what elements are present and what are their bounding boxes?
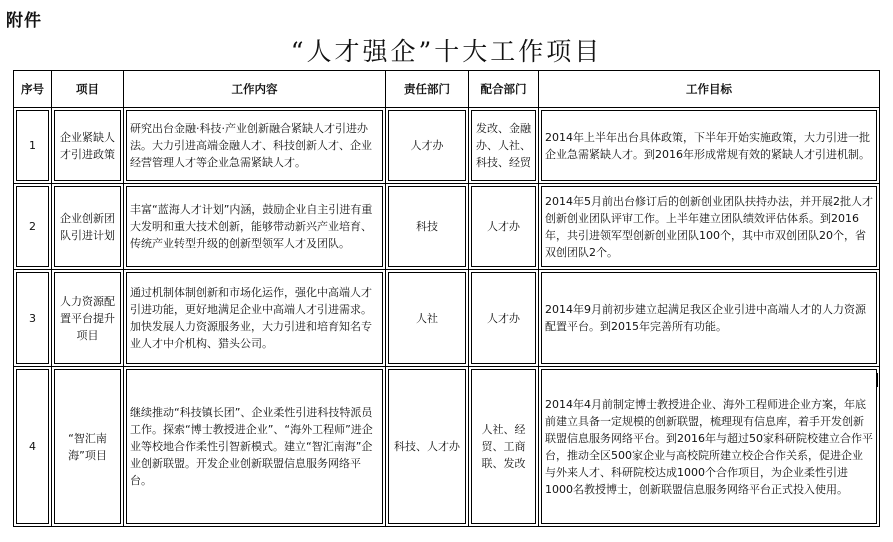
row-cooperating: 人才办 <box>487 311 520 325</box>
column-header-cooperating: 配合部门 <box>469 71 539 108</box>
column-header-no: 序号 <box>14 71 52 108</box>
row-cooperating-cell <box>469 184 539 270</box>
row-responsible: 科技 <box>416 220 438 233</box>
page-title: “人才强企”十大工作项目 <box>290 37 603 66</box>
column-header-project: 项目 <box>52 71 124 108</box>
row-project-cell <box>52 367 124 527</box>
row-cooperating: 人才办 <box>487 220 520 233</box>
row-goal: 2014年5月前出台修订后的创新创业团队扶持办法，并开展2批人才创新创业团队评审工作。上半年建立团队绩效评估体系。到2016年，共引进领军型创新创业团队100个，其中市双创团队20个，省双创团队2个。 <box>545 194 873 259</box>
table-row <box>14 270 880 367</box>
work-projects-table <box>13 70 880 527</box>
row-cooperating: 人社、经贸、工商联、发改 <box>481 423 526 470</box>
row-project: “智汇南海”项目 <box>68 431 107 462</box>
row-content-cell <box>124 108 386 184</box>
row-responsible: 科技、人才办 <box>394 440 460 453</box>
row-goal-cell <box>539 270 880 367</box>
table-row <box>14 108 880 184</box>
row-cooperating-cell <box>469 108 539 184</box>
row-goal: 2014年4月前制定博士教授进企业、海外工程师进企业方案，年底前建立具备一定规模的创新联盟，梳理现有信息库，着手开发创新联盟信息服务网络平台。到2016年与超过50家科研院校建立合作平台，推动全区500家企业与高校院所建立校企合作关系，促进企业与外来人才、科研院校达成1000个合作项目，为企业柔性引进1000名教授博士，创新联盟信息服务网络平台正式投入使用。 <box>545 397 873 496</box>
row-responsible-cell <box>386 270 469 367</box>
row-no: 4 <box>29 440 36 453</box>
row-project-cell <box>52 108 124 184</box>
row-goal-cell <box>539 184 880 270</box>
row-no: 3 <box>29 311 36 325</box>
column-header-goal: 工作目标 <box>539 71 880 108</box>
column-header-content: 工作内容 <box>124 71 386 108</box>
row-content-cell <box>124 367 386 527</box>
row-no-cell <box>14 184 52 270</box>
row-responsible: 人才办 <box>410 139 444 152</box>
row-responsible-cell <box>386 108 469 184</box>
row-content-cell <box>124 184 386 270</box>
row-project-cell <box>52 184 124 270</box>
column-header-responsible: 责任部门 <box>386 71 469 108</box>
row-goal-cell <box>539 108 880 184</box>
row-project: 企业创新团队引进计划 <box>60 211 115 242</box>
table-header-row <box>14 71 880 108</box>
table-row <box>14 367 880 527</box>
row-responsible-cell <box>386 184 469 270</box>
row-goal-cell <box>539 367 880 527</box>
row-no: 1 <box>29 139 36 152</box>
attachment-label: 附件 <box>6 11 42 31</box>
text-cursor-marker <box>876 373 878 387</box>
row-project-cell <box>52 270 124 367</box>
row-project: 人力资源配置平台提升项目 <box>60 294 115 342</box>
row-no-cell <box>14 270 52 367</box>
row-responsible-cell <box>386 367 469 527</box>
row-content: 通过机制体制创新和市场化运作，强化中高端人才引进功能，更好地满足企业中高端人才引进需求。加快发展人力资源服务业，大力引进和培育知名专业人才中介机构、猎头公司。 <box>130 286 372 350</box>
row-goal: 2014年上半年出台具体政策，下半年开始实施政策，大力引进一批企业急需紧缺人才。到2016年形成常规有效的紧缺人才引进机制。 <box>545 130 870 161</box>
row-project: 企业紧缺人才引进政策 <box>60 130 115 161</box>
row-content: 继续推动“科技镇长团”、企业柔性引进科技特派员工作。探索“博士教授进企业”、“海外工程师”进企业等校地合作柔性引智新模式。建立“智汇南海”企业创新联盟。开发企业创新联盟信息服务网络平台。 <box>130 406 373 487</box>
row-no: 2 <box>29 220 36 233</box>
row-no-cell <box>14 367 52 527</box>
row-content-cell <box>124 270 386 367</box>
row-cooperating: 发改、金融办、人社、科技、经贸 <box>476 122 531 169</box>
row-goal: 2014年9月前初步建立起满足我区企业引进中高端人才的人力资源配置平台。到2015年完善所有功能。 <box>545 303 866 333</box>
row-cooperating-cell <box>469 270 539 367</box>
row-no-cell <box>14 108 52 184</box>
row-cooperating-cell <box>469 367 539 527</box>
row-responsible: 人社 <box>416 311 438 325</box>
table-row <box>14 184 880 270</box>
row-content: 研究出台金融·科技·产业创新融合紧缺人才引进办法。大力引进高端金融人才、科技创新人才、企业经营管理人才等企业急需紧缺人才。 <box>130 122 372 169</box>
row-content: 丰富“蓝海人才计划”内涵，鼓励企业自主引进有重大发明和重大技术创新，能够带动新兴产业培育、传统产业转型升级的创新型领军人才及团队。 <box>130 203 373 250</box>
